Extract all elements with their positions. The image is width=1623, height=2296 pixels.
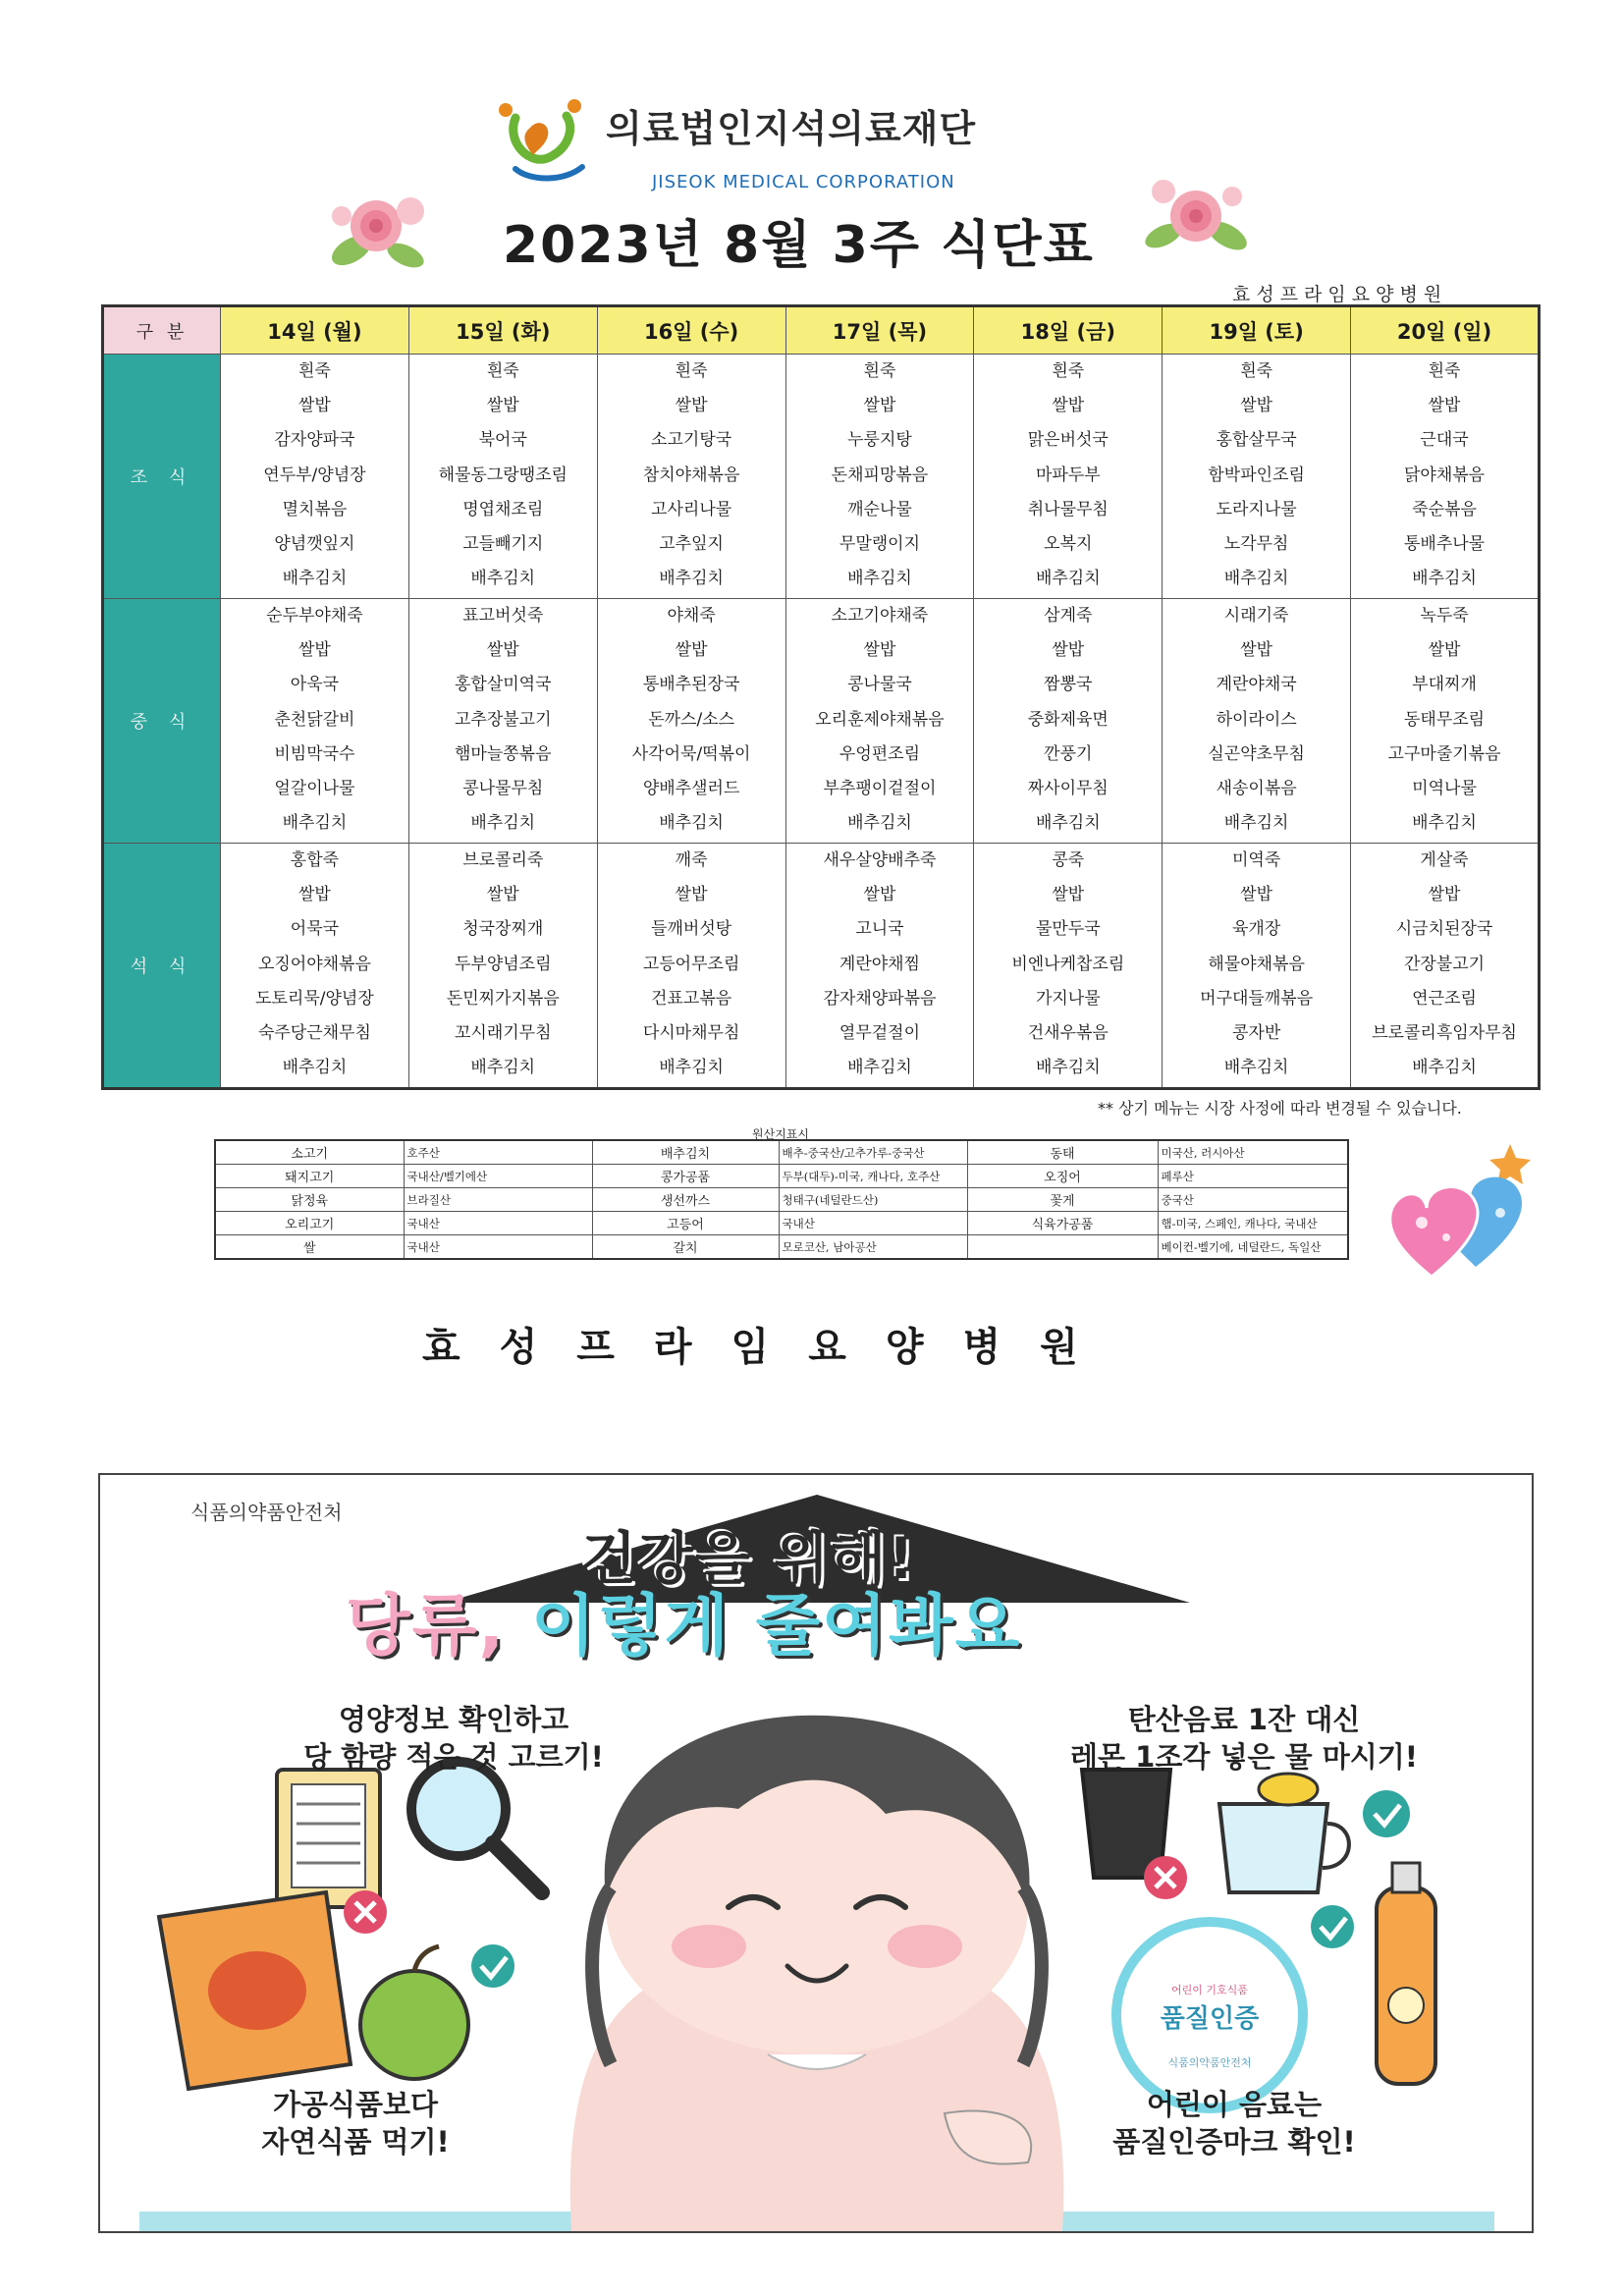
menu-item: 꼬시래기무침 [454,1022,552,1043]
menu-item: 흰죽 [486,361,519,381]
day-header: 16일 (수) [597,306,785,355]
poster-agency: 식품의약품안전처 [190,1501,343,1524]
menu-item: 배추김치 [847,1058,912,1078]
menu-cell [974,598,1163,843]
tip-line: 품질인증마크 확인! [1112,2125,1356,2159]
menu-item: 건새우볶음 [1027,1022,1109,1043]
meal-row [103,843,1540,1088]
quality-badge-agency-text: 식품의약품안전처 [1167,2056,1252,2069]
origin-row [215,1165,1348,1188]
hospital-name-footer: 효성프라임요양병원 [422,1325,1117,1370]
menu-item: 흰죽 [863,361,896,381]
menu-item: 고사리나물 [651,499,732,519]
org-name-english: JISEOK MEDICAL CORPORATION [652,172,955,192]
day-header: 17일 (목) [785,306,974,355]
menu-item: 들깨버섯탕 [651,919,732,940]
menu-item: 열무겉절이 [839,1022,921,1043]
menu-item: 깨죽 [675,849,708,870]
menu-item: 오징어야채볶음 [257,954,371,974]
meal-row [103,598,1540,843]
origin-row [215,1212,1348,1235]
menu-item: 마파두부 [1035,465,1101,485]
flower-decoration-icon [1139,167,1252,265]
origin-item: 동태 [967,1140,1158,1165]
menu-item: 배추김치 [470,813,536,834]
menu-item: 쌀밥 [298,640,331,661]
menu-cell [221,843,409,1088]
menu-item: 콩나물국 [847,675,912,695]
origin-item: 고등어 [592,1212,779,1235]
menu-item: 닭야채볶음 [1403,465,1486,485]
menu-cell [785,355,974,599]
menu-cell [597,598,785,843]
menu-item: 쌀밥 [298,396,331,416]
menu-item: 머구대들깨볶음 [1200,988,1314,1009]
menu-item: 배추김치 [1035,813,1101,834]
origin-item: 갈치 [592,1235,779,1260]
origin-country: 모로코산, 남아공산 [779,1235,967,1260]
menu-item: 육개장 [1232,919,1281,940]
origin-table-title: 원산지표시 [752,1127,809,1141]
menu-item: 새우살양배추죽 [823,849,937,870]
menu-item: 소고기야채죽 [831,605,929,626]
menu-item: 양배추샐러드 [642,778,740,798]
menu-item: 쌀밥 [486,640,519,661]
menu-item: 연두부/양념장 [263,465,366,485]
menu-item: 쌀밥 [486,885,519,905]
menu-item: 부대찌개 [1412,675,1477,695]
menu-item: 감자채양파볶음 [823,988,937,1009]
menu-item: 순두부야채죽 [266,605,363,626]
menu-item: 콩자반 [1232,1022,1281,1043]
menu-item: 얼갈이나물 [274,778,355,798]
menu-item: 노각무침 [1223,533,1289,554]
day-header: 20일 (일) [1351,306,1540,355]
meal-row [103,355,1540,599]
menu-item: 맑은버섯국 [1027,430,1109,451]
menu-item: 통배추된장국 [642,675,740,695]
menu-item: 아욱국 [290,675,340,695]
origin-country: 국내산/벨기에산 [404,1165,592,1188]
menu-item: 새송이볶음 [1216,778,1297,798]
menu-item: 배추김치 [1035,1058,1101,1078]
menu-cell [408,598,597,843]
menu-item: 참치야채볶음 [642,465,740,485]
menu-item: 배추김치 [1223,813,1289,834]
menu-item: 녹두죽 [1420,605,1469,626]
tip-lemon-water [999,1701,1489,1776]
menu-item: 흰죽 [1240,361,1273,381]
menu-item: 쌀밥 [1052,396,1085,416]
menu-item: 계란야채국 [1216,675,1297,695]
menu-cell [785,598,974,843]
sugar-reduction-poster [98,1473,1534,2233]
origin-item: 소고기 [215,1140,404,1165]
menu-item: 무말랭이지 [839,533,921,554]
origin-row [215,1235,1348,1260]
menu-item: 배추김치 [1412,1058,1477,1078]
menu-cell [785,843,974,1088]
menu-item: 오리훈제야채볶음 [815,709,945,730]
corner-header: 구 분 [103,306,221,355]
menu-item: 숙주당근채무침 [257,1022,371,1043]
menu-item: 쌀밥 [1052,640,1085,661]
menu-item: 계란야채찜 [839,954,921,974]
menu-item: 동태무조림 [1403,709,1486,730]
menu-item: 게살죽 [1420,849,1469,870]
menu-item: 고추장불고기 [454,709,552,730]
menu-item: 브로콜리흑임자무침 [1372,1022,1517,1043]
menu-item: 다시마채무침 [642,1022,740,1043]
menu-item: 배추김치 [282,569,348,589]
menu-cell [408,843,597,1088]
menu-item: 홍합살미역국 [454,675,552,695]
menu-item: 가지나물 [1035,988,1101,1009]
menu-item: 도토리묵/양념장 [255,988,374,1009]
menu-item: 배추김치 [847,569,912,589]
menu-item: 흰죽 [1428,361,1461,381]
tip-line: 탄산음료 1잔 대신 [1127,1703,1361,1736]
menu-item: 북어국 [478,430,527,451]
quality-badge-main-text: 품질인증 [1160,2004,1260,2034]
menu-item: 미역죽 [1232,849,1281,870]
origin-country: 국내산 [404,1235,592,1260]
menu-item: 통배추나물 [1403,533,1486,554]
poster-title-highlight-blue: 이렇게 줄여봐요 [530,1588,1022,1666]
menu-item: 쌀밥 [298,885,331,905]
menu-cell [1351,843,1540,1088]
origin-item: 배추김치 [592,1140,779,1165]
menu-item: 멸치볶음 [282,499,348,519]
poster-title-line2 [346,1573,1021,1668]
meal-label: 조 식 [103,355,221,599]
menu-item: 쌀밥 [675,396,708,416]
origin-country: 청태구(네덜란드산) [779,1188,967,1212]
menu-cell [1351,355,1540,599]
tip-nutrition-label [247,1701,660,1776]
poster-title-line1: 건강을 위해! [581,1525,916,1592]
origin-row [215,1188,1348,1212]
menu-item: 청국장찌개 [462,919,544,940]
menu-cell [1351,598,1540,843]
tip-line: 어린이 음료는 [1146,2088,1323,2121]
menu-item: 해물동그랑땡조림 [438,465,568,485]
menu-item: 시금치된장국 [1395,919,1493,940]
menu-item: 삼계죽 [1044,605,1093,626]
menu-item: 햄마늘쫑볶음 [454,743,552,764]
menu-item: 쌀밥 [1428,885,1461,905]
menu-item: 쌀밥 [1240,396,1273,416]
origin-country: 햄-미국, 스페인, 캐나다, 국내산 [1158,1212,1348,1235]
menu-item: 쌀밥 [1428,396,1461,416]
origin-item: 오징어 [967,1165,1158,1188]
origin-item: 돼지고기 [215,1165,404,1188]
origin-row [215,1140,1348,1165]
origin-item: 오리고기 [215,1212,404,1235]
menu-item: 감자양파국 [274,430,355,451]
menu-item: 춘천닭갈비 [274,709,355,730]
menu-cell [408,355,597,599]
tip-line: 당 함량 적은 것 고르기! [303,1740,604,1774]
foundation-logo-icon [496,98,614,187]
origin-item: 꽃게 [967,1188,1158,1212]
poster-title-highlight-pink: 당류, [346,1588,507,1666]
menu-item: 콩나물무침 [462,778,544,798]
menu-cell [974,843,1163,1088]
menu-item: 오복지 [1044,533,1093,554]
menu-item: 배추김치 [282,1058,348,1078]
origin-item: 닭정육 [215,1188,404,1212]
menu-cell [1163,843,1351,1088]
quality-badge-small-text: 어린이 기호식품 [1171,1984,1248,1996]
menu-item: 야채죽 [667,605,716,626]
menu-cell [221,355,409,599]
hospital-name-small: 효성프라임요양병원 [1232,284,1448,305]
day-header: 19일 (토) [1163,306,1351,355]
menu-item: 짬뽕국 [1044,675,1093,695]
menu-item: 쌀밥 [1052,885,1085,905]
origin-country: 브라질산 [404,1188,592,1212]
menu-item: 흰죽 [1052,361,1085,381]
menu-item: 양념깻잎지 [274,533,355,554]
menu-item: 배추김치 [1223,1058,1289,1078]
menu-item: 실곤약초무침 [1208,743,1305,764]
tip-quality-mark [1067,2086,1401,2160]
tip-natural-food [208,2086,503,2160]
menu-item: 배추김치 [659,569,724,589]
menu-item: 간장불고기 [1403,954,1486,974]
menu-item: 부추팽이겉절이 [823,778,937,798]
menu-item: 죽순볶음 [1412,499,1477,519]
menu-item: 하이라이스 [1216,709,1297,730]
origin-item: 식육가공품 [967,1212,1158,1235]
menu-cell [974,355,1163,599]
menu-cell [221,598,409,843]
menu-item: 소고기탕국 [651,430,732,451]
origin-table [214,1139,1349,1260]
menu-item: 쌀밥 [486,396,519,416]
menu-item: 돈민찌가지볶음 [446,988,560,1009]
origin-item: 생선까스 [592,1188,779,1212]
origin-country: 베이컨-벨기에, 네덜란드, 독일산 [1158,1235,1348,1260]
menu-item: 배추김치 [847,813,912,834]
menu-item: 쌀밥 [1240,885,1273,905]
menu-item: 고니국 [855,919,904,940]
menu-item: 배추김치 [659,1058,724,1078]
origin-country: 배추-중국산/고추가루-중국산 [779,1140,967,1165]
origin-country: 국내산 [779,1212,967,1235]
menu-item: 깐풍기 [1044,743,1093,764]
origin-country: 미국산, 러시아산 [1158,1140,1348,1165]
origin-country: 호주산 [404,1140,592,1165]
menu-item: 배추김치 [470,569,536,589]
origin-country: 두부(대두)-미국, 캐나다, 호주산 [779,1165,967,1188]
menu-item: 쌀밥 [863,885,896,905]
tip-line: 가공식품보다 [272,2088,439,2121]
menu-item: 비빔막국수 [274,743,355,764]
menu-item: 배추김치 [1412,813,1477,834]
menu-item: 배추김치 [470,1058,536,1078]
origin-country: 국내산 [404,1212,592,1235]
menu-item: 배추김치 [1412,569,1477,589]
menu-item: 물만두국 [1035,919,1101,940]
tip-line: 자연식품 먹기! [261,2125,450,2159]
day-header: 14일 (월) [221,306,409,355]
menu-cell [597,355,785,599]
menu-item: 해물야채볶음 [1208,954,1305,974]
menu-item: 쌀밥 [863,640,896,661]
menu-item: 흰죽 [298,361,331,381]
table-header-row [103,306,1540,355]
menu-item: 중화제육면 [1027,709,1109,730]
menu-item: 고구마줄기볶음 [1387,743,1501,764]
menu-item: 깨순나물 [847,499,912,519]
menu-item: 근대국 [1420,430,1469,451]
menu-item: 브로콜리죽 [462,849,544,870]
menu-item: 배추김치 [1035,569,1101,589]
menu-item: 홍합살무국 [1216,430,1297,451]
menu-item: 미역나물 [1412,778,1477,798]
day-header: 18일 (금) [974,306,1163,355]
menu-item: 고등어무조림 [642,954,740,974]
meal-label: 중 식 [103,598,221,843]
menu-item: 돈까스/소스 [648,709,735,730]
page-title: 2023년 8월 3주 식단표 [503,216,1095,275]
hearts-decoration-icon [1363,1129,1540,1296]
menu-item: 짜사이무침 [1027,778,1109,798]
menu-cell [1163,355,1351,599]
menu-item: 취나물무침 [1027,499,1109,519]
menu-change-note: ** 상기 메뉴는 시장 사정에 따라 변경될 수 있습니다. [1098,1099,1462,1118]
origin-item: 콩가공품 [592,1165,779,1188]
menu-item: 배추김치 [282,813,348,834]
origin-item: 쌀 [215,1235,404,1260]
weekly-menu-table [101,304,1541,1090]
menu-item: 배추김치 [659,813,724,834]
menu-item: 누룽지탕 [847,430,912,451]
menu-item: 고추잎지 [659,533,724,554]
menu-item: 돈채피망볶음 [831,465,929,485]
meal-label: 석 식 [103,843,221,1088]
menu-item: 비엔나케찹조림 [1011,954,1125,974]
menu-item: 사각어묵/떡볶이 [631,743,751,764]
origin-country: 페루산 [1158,1165,1348,1188]
menu-item: 두부양념조림 [454,954,552,974]
menu-item: 고들빼기지 [462,533,544,554]
menu-item: 건표고볶음 [651,988,732,1009]
menu-item: 쌀밥 [863,396,896,416]
menu-item: 어묵국 [290,919,340,940]
menu-item: 도라지나물 [1216,499,1297,519]
tip-line: 영양정보 확인하고 [338,1703,569,1736]
menu-item: 배추김치 [1223,569,1289,589]
menu-item: 쌀밥 [675,640,708,661]
menu-item: 명엽채조림 [462,499,544,519]
menu-item: 쌀밥 [675,885,708,905]
origin-country: 중국산 [1158,1188,1348,1212]
menu-item: 홍합죽 [290,849,340,870]
menu-item: 함박파인조림 [1208,465,1305,485]
menu-item: 연근조림 [1412,988,1477,1009]
flower-decoration-icon [322,182,435,280]
origin-item [967,1235,1158,1260]
menu-cell [1163,598,1351,843]
tip-line: 레몬 1조각 넣은 물 마시기! [1070,1740,1418,1774]
day-header: 15일 (화) [408,306,597,355]
menu-item: 시래기죽 [1223,605,1289,626]
menu-cell [597,843,785,1088]
menu-item: 쌀밥 [1428,640,1461,661]
menu-item: 흰죽 [675,361,708,381]
menu-item: 쌀밥 [1240,640,1273,661]
menu-item: 표고버섯죽 [462,605,544,626]
menu-item: 우엉편조림 [839,743,921,764]
org-name: 의료법인지석의료재단 [606,107,977,150]
menu-item: 콩죽 [1052,849,1085,870]
